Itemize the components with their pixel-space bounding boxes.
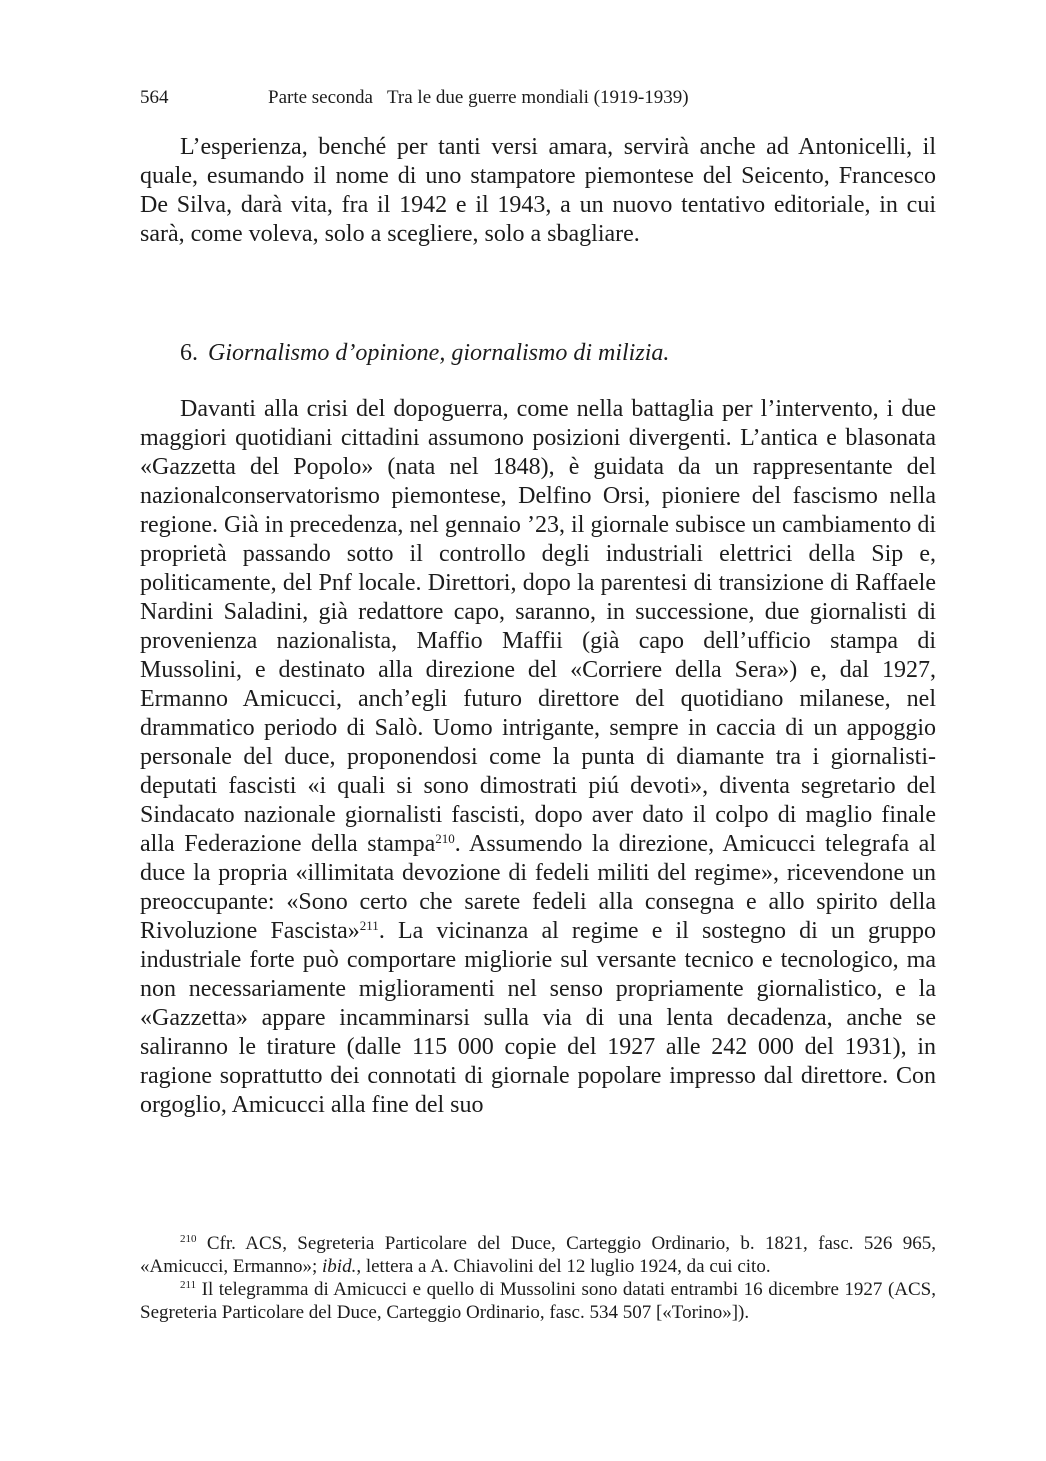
paragraph-2-part-c: . La vicinanza al regime e il sostegno di un gruppo industriale forte può comportare migliorie sul versante tecnico e tecnologico, ma non necessariamente miglioramenti nel senso propriamente giornalistico, e la «Gazzetta» appare incamminarsi sulla via di una lenta decadenza, anche se saliranno le tirature (dalle 115 000 copie del 1927 alle 242 000 del 1931), in ragione soprattutto dei connotati di giornale popolare impresso dal direttore. Con orgoglio, Amicucci alla fine del suo xyxy=(140,918,937,1118)
footnote-text: Cfr. ACS, Segreteria Particolare del Duce, Carteggio Ordinario, b. 1821, fasc. 526 965, «Amicucci, Ermanno»; xyxy=(140,1233,937,1277)
running-head xyxy=(140,84,940,112)
paragraph-2-part-a: Davanti alla crisi del dopoguerra, come nella battaglia per l’intervento, i due maggiori quotidiani cittadini assumono posizioni divergenti. L’antica e blasonata «Gazzetta del Popolo» (nata nel 1848), è guidata da un rappresentante del nazionalconservatorismo piemontese, Delfino Orsi, pioniere del fascismo nella regione. Già in precedenza, nel gennaio ’23, il giornale subisce un cambiamento di proprietà passando sotto il controllo degli industriali elettrici della Sip e, politicamente, del Pnf locale. Direttori, dopo la parentesi di transizione di Raffaele Nardini Saladini, già redattore capo, saranno, in successione, due giornalisti di provenienza nazionalista, Maffio Maffii (già capo dell’ufficio stampa di Mussolini, e destinato alla direzione del «Corriere della Sera») e, dal 1927, Ermanno Amicucci, anch’egli futuro direttore del quotidiano milanese, nel drammatico periodo di Salò. Uomo intrigante, sempre in caccia di un appoggio personale del duce, proponendosi come la punta di diamante tra i giornalisti-deputati fascisti «i quali si sono dimostrati piú devoti», diventa segretario del Sindacato nazionale giornalisti fascisti, dopo aver dato il colpo di maglio finale alla Federazione della stampa xyxy=(140,396,936,857)
footnotes xyxy=(140,1232,936,1324)
footnote-number: 210 xyxy=(180,1233,197,1245)
paragraph-2-part-b: . Assumendo la direzione, Amicucci telegrafa al duce la propria «illimitata devozione di fedeli militi del regime», ricevendone un preoccupante: «Sono certo che sarete fedeli alla consegna e allo spirito della Rivoluzione Fascista» xyxy=(140,831,936,944)
footnote-ref-211: 211 xyxy=(359,918,379,933)
footnote-text: , lettera a A. Chiavolini del 12 luglio 1924, da cui cito. xyxy=(356,1256,771,1277)
paragraph-1 xyxy=(140,133,936,249)
footnote-italic-text: ibid. xyxy=(322,1256,357,1277)
footnote-211 xyxy=(140,1278,936,1324)
paragraph-1-text: L’esperienza, benché per tanti versi amara, servirà anche ad Antonicelli, il quale, esumando il nome di uno stampatore piemontese del Seicento, Francesco De Silva, darà vita, fra il 1942 e il 1943, a un nuovo tentativo editoriale, in cui sarà, come voleva, solo a scegliere, solo a sbagliare. xyxy=(140,134,936,247)
section-heading xyxy=(180,339,920,368)
footnote-ref-210: 210 xyxy=(435,831,455,846)
footnote-text: Il telegramma di Amicucci e quello di Mussolini sono datati entrambi 16 dicembre 1927 (ACS, Segreteria Particolare del Duce, Carteggio Ordinario, fasc. 534 507 [«Torino»]). xyxy=(140,1279,936,1323)
page-number: 564 xyxy=(140,87,169,108)
section-title: Giornalismo d’opinione, giornalismo di milizia. xyxy=(208,340,670,366)
paragraph-2 xyxy=(140,395,936,1120)
part-title: Parte seconda xyxy=(268,87,373,108)
footnote-210 xyxy=(140,1232,936,1278)
footnote-number: 211 xyxy=(180,1279,197,1291)
section-number: 6. xyxy=(180,340,198,366)
chapter-title: Tra le due guerre mondiali (1919-1939) xyxy=(386,87,689,108)
paragraph-2-text xyxy=(140,395,936,1120)
